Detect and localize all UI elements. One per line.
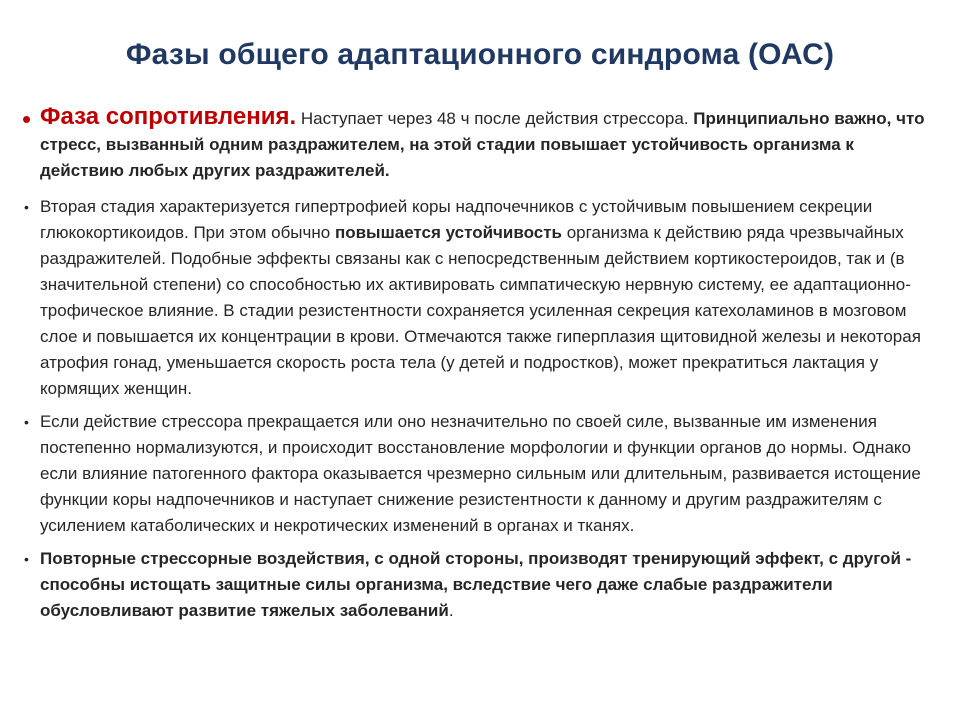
slide-title: Фазы общего адаптационного синдрома (ОАС) <box>125 38 835 71</box>
bullet-bold-text: повышается устойчивость <box>334 223 562 242</box>
bullet-text-continued: организма к действию ряда чрезвычайных раздражителей. Подобные эффекты связаны как с непосредственным действием кортикостероидов, так и (в значительной степени) со способностью их активировать симпатическую нервную систему, ее адаптационно-трофическое влияние. В стадии резистентности сохраняется усиленная секреция катехоламинов в мозговом слое и повышается их концентрации в крови. Отмечаются также гиперплазия щитовидной железы и некоторая атрофия гонад, уменьшается скорость роста тела (у детей и подростков), может прекратиться лактация у кормящих женщин. <box>40 223 921 398</box>
slide-content <box>22 104 940 631</box>
bullet-text: . <box>448 601 454 620</box>
bullet-bold-text: Повторные стрессорные воздействия, с одной стороны, производят тренирующий эффект, с другой - способны истощать защитные силы организма, вследствие чего даже слабые раздражители обусловливают развитие тяжелых заболеваний <box>40 549 912 620</box>
phase-title: Фаза сопротивления. <box>40 103 297 130</box>
bullet-dot-icon: • <box>24 199 29 215</box>
bullet-dot-icon: • <box>22 104 32 134</box>
bullet-text: Если действие стрессора прекращается или оно незначительно по своей силе, вызванные им изменения постепенно нормализуются, и происходит восстановление морфологии и функции органов до нормы. Однако если влияние патогенного фактора оказывается чрезмерно сильным или длительным, развивается истощение функции коры надпочечников и наступает снижение резистентности к данному и другим раздражителям с усилением катаболических и некротических изменений в органах и тканях. <box>40 412 921 535</box>
bullet-second-stage <box>22 194 940 402</box>
bullet-stressor-stops <box>22 409 940 539</box>
bullet-repeated-stress <box>22 546 940 624</box>
bullet-dot-icon: • <box>24 551 29 567</box>
bullet-bold-text: Принципиально важно, что стресс, вызванный одним раздражителем, на этой стадии повышает устойчивость организма к действию любых других раздражителей. <box>40 109 925 180</box>
bullet-text: Наступает через 48 ч после действия стрессора. <box>296 109 694 128</box>
bullet-text: Вторая стадия характеризуется гипертрофией коры надпочечников с устойчивым повышением секреции глюкокортикоидов. При этом обычно <box>40 197 873 242</box>
bullet-dot-icon: • <box>24 414 29 430</box>
bullet-phase-resistance <box>22 104 940 184</box>
